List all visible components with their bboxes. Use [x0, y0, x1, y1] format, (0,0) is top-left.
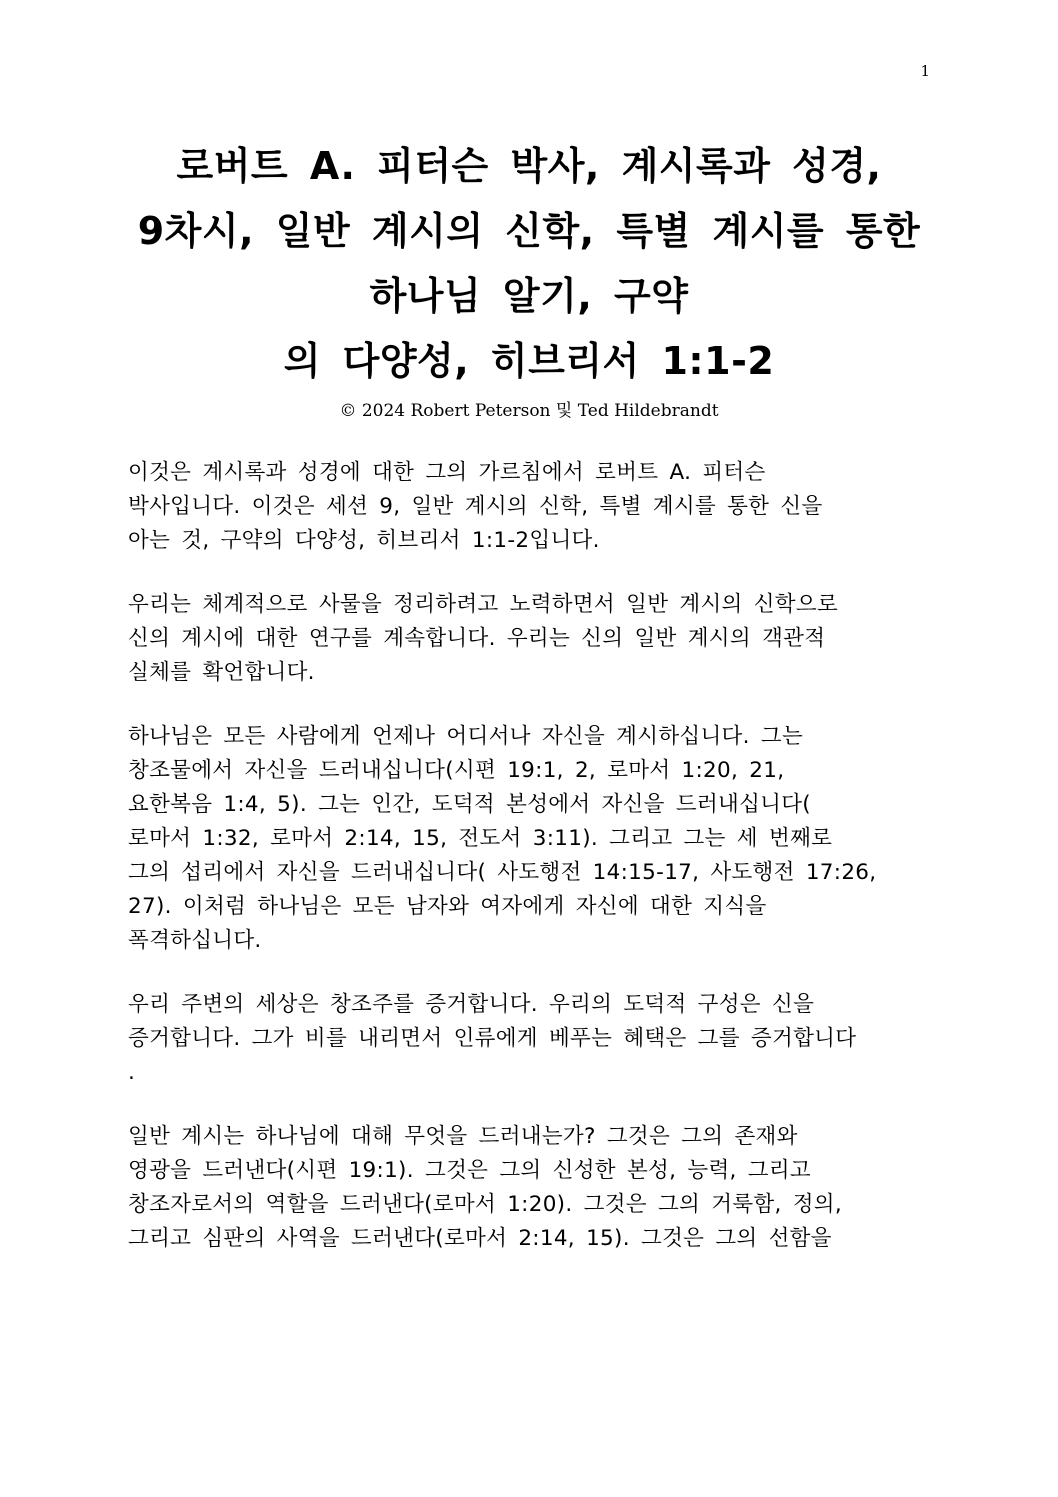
text-line: 창조물에서 자신을 드러내십니다(시편 19:1, 2, 로마서 1:20, 21,	[128, 758, 785, 783]
paragraph	[128, 988, 948, 1090]
text-line: 박사입니다. 이것은 세션 9, 일반 계시의 신학, 특별 계시를 통한 신을	[128, 494, 823, 519]
paragraph	[128, 456, 948, 558]
text-line: 하나님은 모든 사람에게 언제나 어디서나 자신을 계시하십니다. 그는	[128, 724, 804, 749]
text-line: 증거합니다. 그가 비를 내리면서 인류에게 베푸는 혜택은 그를 증거합니다	[128, 1026, 857, 1051]
text-line: 일반 계시는 하나님에 대해 무엇을 드러내는가? 그것은 그의 존재와	[128, 1124, 798, 1149]
paragraph	[128, 588, 948, 690]
text-line: 그리고 심판의 사역을 드러낸다(로마서 2:14, 15). 그것은 그의 선함을	[128, 1226, 832, 1251]
title-line: 의 다양성, 히브리서 1:1-2	[283, 339, 775, 383]
text-line: 신의 계시에 대한 연구를 계속합니다. 우리는 신의 일반 계시의 객관적	[128, 626, 826, 651]
title-line: 9차시, 일반 계시의 신학, 특별 계시를 통한	[137, 209, 921, 253]
copyright-notice: © 2024 Robert Peterson 및 Ted Hildebrandt	[339, 401, 719, 421]
text-line: 이것은 계시록과 성경에 대한 그의 가르침에서 로버트 A. 피터슨	[128, 460, 766, 485]
text-line: 요한복음 1:4, 5). 그는 인간, 도덕적 본성에서 자신을 드러내십니다(	[128, 792, 811, 817]
paragraph	[128, 1120, 948, 1256]
text-line: 영광을 드러낸다(시편 19:1). 그것은 그의 신성한 본성, 능력, 그리고	[128, 1158, 811, 1183]
document-title	[0, 134, 1058, 394]
text-line: 아는 것, 구약의 다양성, 히브리서 1:1-2입니다.	[128, 528, 600, 553]
text-line: .	[128, 1060, 136, 1085]
text-line: 로마서 1:32, 로마서 2:14, 15, 전도서 3:11). 그리고 그는 세 번째로	[128, 826, 833, 851]
text-line: 창조자로서의 역할을 드러낸다(로마서 1:20). 그것은 그의 거룩함, 정의,	[128, 1192, 842, 1217]
body-text	[128, 456, 948, 1286]
text-line: 폭격하십니다.	[128, 928, 262, 953]
text-line: 실체를 확언합니다.	[128, 660, 315, 685]
paragraph	[128, 720, 948, 958]
text-line: 그의 섭리에서 자신을 드러내십니다( 사도행전 14:15-17, 사도행전 17:26,	[128, 860, 877, 885]
text-line: 우리 주변의 세상은 창조주를 증거합니다. 우리의 도덕적 구성은 신을	[128, 992, 815, 1017]
page-number: 1	[920, 62, 930, 80]
title-line: 로버트 A. 피터슨 박사, 계시록과 성경,	[176, 144, 882, 188]
text-line: 우리는 체계적으로 사물을 정리하려고 노력하면서 일반 계시의 신학으로	[128, 592, 839, 617]
title-line: 하나님 알기, 구약	[369, 274, 689, 318]
text-line: 27). 이처럼 하나님은 모든 남자와 여자에게 자신에 대한 지식을	[128, 894, 767, 919]
